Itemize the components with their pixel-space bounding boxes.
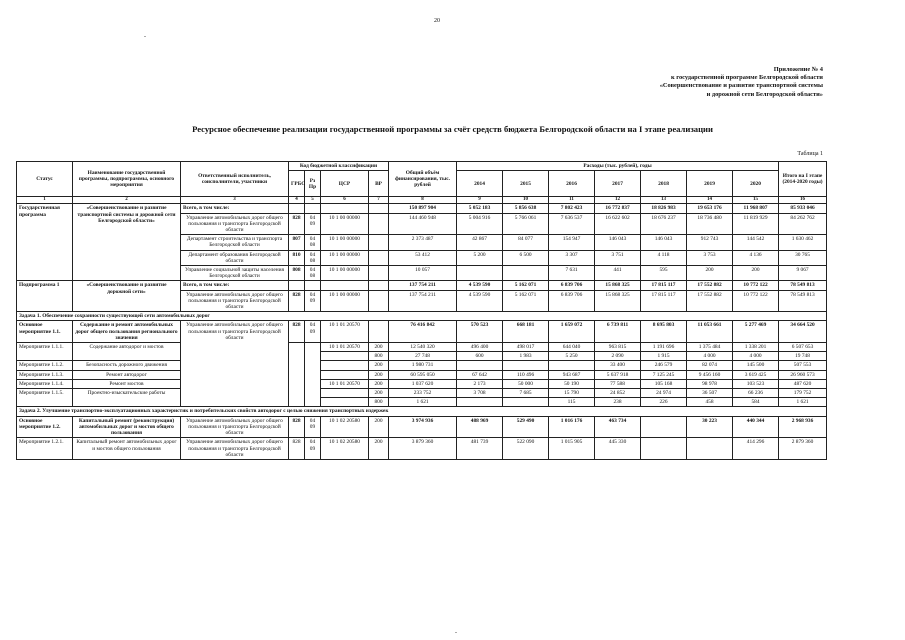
cell-csr <box>321 352 369 361</box>
cell-year-value: 6 839 706 <box>549 281 595 290</box>
header-csr: ЦСР <box>321 171 369 197</box>
row-executor: Управление автомобильных дорог общего пользования и транспорта Белгородской области <box>181 416 289 438</box>
cell-year-value: 584 <box>733 398 779 407</box>
cell-total: 1 621 <box>389 398 457 407</box>
cell-vr <box>369 213 389 235</box>
cell-year-value: 50 190 <box>549 379 595 388</box>
cell-rzpr: 04 08 <box>305 266 321 281</box>
row-name: «Совершенствование и развитие дорожной сети» <box>73 281 181 312</box>
cell-csr: 10 1 02 20580 <box>321 438 369 460</box>
column-number: 5 <box>305 197 321 204</box>
table-row <box>17 389 827 398</box>
cell-year-value: 5 856 638 <box>503 204 549 213</box>
header-grbs: ГРБС <box>289 171 305 197</box>
cell-year-value: 17 552 882 <box>687 290 733 312</box>
cell-year-value: 3 708 <box>457 389 503 398</box>
cell-grbs: 828 <box>289 321 305 343</box>
cell-year-value <box>503 361 549 370</box>
cell-year-value: 226 <box>641 398 687 407</box>
cell-year-value <box>549 361 595 370</box>
row-status: Мероприятие 1.1.2. <box>17 361 73 370</box>
cell-year-value: 50 000 <box>503 379 549 388</box>
cell-year-value: 5 200 <box>457 250 503 265</box>
cell-year-value: 488 969 <box>457 416 503 438</box>
cell-stage-total: 2 879 360 <box>779 438 827 460</box>
cell-year-value: 1 915 <box>641 352 687 361</box>
cell-grbs: 828 <box>289 290 305 312</box>
cell-year-value: 1 338 201 <box>733 343 779 352</box>
cell-year-value: 3 753 <box>687 250 733 265</box>
cell-year-value: 19 653 176 <box>687 204 733 213</box>
cell-year-value: 84 077 <box>503 235 549 250</box>
cell-stage-total: 1 621 <box>779 398 827 407</box>
cell-year-value: 15 790 <box>549 389 595 398</box>
header-year: 2018 <box>641 171 687 197</box>
cell-csr <box>321 204 369 213</box>
cell-year-value: 115 <box>549 398 595 407</box>
cell-rzpr: 04 09 <box>305 416 321 438</box>
cell-year-value: 10 772 122 <box>733 290 779 312</box>
column-number: 13 <box>641 197 687 204</box>
cell-rzpr: 04 09 <box>305 321 321 343</box>
cell-year-value: 200 <box>687 266 733 281</box>
cell-vr <box>369 266 389 281</box>
cell-year-value: 481 739 <box>457 438 503 460</box>
stray-mark: - <box>455 630 457 636</box>
cell-vr: 200 <box>369 361 389 370</box>
cell-year-value: 24 974 <box>641 389 687 398</box>
cell-csr: 10 1 00 00000 <box>321 290 369 312</box>
table-row <box>17 370 827 379</box>
cell-stage-total: 84 262 762 <box>779 213 827 235</box>
cell-total: 76 416 842 <box>389 321 457 343</box>
cell-stage-total: 1 630 462 <box>779 235 827 250</box>
column-number: 12 <box>595 197 641 204</box>
cell-year-value: 8 695 803 <box>641 321 687 343</box>
cell-year-value: 6 839 706 <box>549 290 595 312</box>
cell-total: 150 897 904 <box>389 204 457 213</box>
cell-year-value: 11 053 661 <box>687 321 733 343</box>
cell-year-value: 238 <box>595 398 641 407</box>
header-name: Наименование государственной программы, подпрограммы, основного мероприятия <box>73 162 181 197</box>
cell-year-value: 16 622 602 <box>595 213 641 235</box>
header-year: 2019 <box>687 171 733 197</box>
cell-vr <box>369 321 389 343</box>
header-vr: ВР <box>369 171 389 197</box>
row-name: Капитальный ремонт (реконструкция) автомобильных дорог и мостов общего пользования <box>73 416 181 438</box>
cell-total: 137 754 211 <box>389 281 457 290</box>
cell-csr <box>321 389 369 398</box>
cell-csr: 10 1 01 20570 <box>321 321 369 343</box>
cell-year-value: 445 330 <box>595 438 641 460</box>
cell-stage-total: 34 664 520 <box>779 321 827 343</box>
cell-year-value: 17 552 882 <box>687 281 733 290</box>
cell-total: 3 974 936 <box>389 416 457 438</box>
cell-year-value: 146 043 <box>641 235 687 250</box>
header-year: 2014 <box>457 171 503 197</box>
cell-rzpr: 04 08 <box>305 250 321 265</box>
row-name: Ремонт мостов <box>73 379 181 388</box>
cell-year-value: 414 296 <box>733 438 779 460</box>
cell-grbs <box>289 204 305 213</box>
cell-year-value: 463 734 <box>595 416 641 438</box>
cell-year-value: 1 659 072 <box>549 321 595 343</box>
cell-csr: 10 1 02 20580 <box>321 416 369 438</box>
header-total: Общий объём финансирования, тыс. рублей <box>389 162 457 197</box>
cell-year-value: 4 136 <box>733 250 779 265</box>
cell-year-value: 18 826 983 <box>641 204 687 213</box>
column-number: 7 <box>369 197 389 204</box>
cell-year-value: 67 642 <box>457 370 503 379</box>
appendix-block <box>563 66 823 99</box>
cell-year-value: 912 743 <box>687 235 733 250</box>
table-row <box>17 343 827 352</box>
cell-csr: 10 1 00 00000 <box>321 235 369 250</box>
cell-year-value: 5 162 071 <box>503 281 549 290</box>
cell-csr: 10 1 00 00000 <box>321 213 369 235</box>
cell-year-value: 458 <box>687 398 733 407</box>
row-status: Основное мероприятие 1.1. <box>17 321 73 343</box>
row-status: Мероприятие 1.1.5. <box>17 389 73 407</box>
cell-vr: 200 <box>369 389 389 398</box>
cell-year-value: 30 223 <box>687 416 733 438</box>
cell-csr <box>321 370 369 379</box>
column-number: 9 <box>457 197 503 204</box>
cell-year-value <box>457 266 503 281</box>
row-executor: Департамент образования Белгородской области <box>181 250 289 265</box>
column-number: 6 <box>321 197 369 204</box>
row-name: Содержание и ремонт автомобильных дорог общего пользования регионального значения <box>73 321 181 343</box>
cell-year-value: 15 868 325 <box>595 290 641 312</box>
cell-year-value: 4 000 <box>733 352 779 361</box>
cell-year-value: 4 118 <box>641 250 687 265</box>
row-status: Мероприятие 1.1.4. <box>17 379 73 388</box>
cell-stage-total: 9 067 <box>779 266 827 281</box>
header-year: 2016 <box>549 171 595 197</box>
column-number: 10 <box>503 197 549 204</box>
cell-stage-total: 19 748 <box>779 352 827 361</box>
cell-year-value: 145 500 <box>733 361 779 370</box>
cell-year-value: 2 090 <box>595 352 641 361</box>
cell-year-value: 440 344 <box>733 416 779 438</box>
cell-stage-total: 78 549 813 <box>779 290 827 312</box>
row-status: Мероприятие 1.2.1. <box>17 438 73 460</box>
cell-year-value <box>503 266 549 281</box>
cell-csr: 10 1 00 00000 <box>321 250 369 265</box>
cell-year-value: 11 968 807 <box>733 204 779 213</box>
cell-year-value: 943 687 <box>549 370 595 379</box>
cell-year-value: 1 016 176 <box>549 416 595 438</box>
cell-year-value: 5 004 916 <box>457 213 503 235</box>
cell-csr: 10 1 00 00000 <box>321 266 369 281</box>
cell-year-value: 7 631 <box>549 266 595 281</box>
cell-year-value: 7 685 <box>503 389 549 398</box>
cell-csr <box>321 398 369 407</box>
cell-year-value: 7 802 423 <box>549 204 595 213</box>
appendix-line: «Совершенствование и развитие транспортной системы <box>659 82 823 90</box>
header-year: 2020 <box>733 171 779 197</box>
header-expenses-group: Расходы (тыс. рублей), годы <box>457 162 779 171</box>
cell-year-value: 42 867 <box>457 235 503 250</box>
resource-table <box>16 161 827 460</box>
cell-year-value: 595 <box>641 266 687 281</box>
row-name: Капитальный ремонт автомобильных дорог и мостов общего пользования <box>73 438 181 460</box>
cell-year-value: 7 636 537 <box>549 213 595 235</box>
cell-year-value: 1 015 905 <box>549 438 595 460</box>
cell-year-value: 496 400 <box>457 343 503 352</box>
row-status: Мероприятие 1.1.3. <box>17 370 73 379</box>
cell-vr <box>369 290 389 312</box>
cell-vr: 200 <box>369 343 389 352</box>
cell-year-value <box>641 438 687 460</box>
cell-vr: 200 <box>369 416 389 438</box>
cell-rzpr <box>305 204 321 213</box>
cell-stage-total: 6 507 653 <box>779 343 827 352</box>
table-row <box>17 379 827 388</box>
cell-year-value: 4 539 590 <box>457 281 503 290</box>
cell-stage-total: 78 549 813 <box>779 281 827 290</box>
row-executor: Управление автомобильных дорог общего пользования и транспорта Белгородской области <box>181 213 289 235</box>
stray-mark: - <box>144 34 146 40</box>
cell-year-value: 5 052 183 <box>457 204 503 213</box>
cell-year-value: 17 815 117 <box>641 281 687 290</box>
cell-year-value: 7 125 245 <box>641 370 687 379</box>
task-title: Задача 2. Улучшение транспортно-эксплуатационных характеристик и потребительских свойств автодорог с целью снижения транспортных издержек <box>17 407 827 416</box>
cell-stage-total: 179 752 <box>779 389 827 398</box>
column-number: 8 <box>389 197 457 204</box>
column-number: 3 <box>181 197 289 204</box>
cell-year-value: 66 236 <box>733 389 779 398</box>
column-numbers-row <box>17 197 827 204</box>
cell-total: 144 460 948 <box>389 213 457 235</box>
column-number: 16 <box>779 197 827 204</box>
cell-vr <box>369 235 389 250</box>
cell-vr: 200 <box>369 438 389 460</box>
cell-year-value: 1 983 <box>503 352 549 361</box>
cell-stage-total: 2 968 936 <box>779 416 827 438</box>
row-executor: Всего, в том числе: <box>181 204 289 213</box>
cell-year-value <box>641 416 687 438</box>
cell-year-value: 18 676 237 <box>641 213 687 235</box>
cell-total: 1 980 731 <box>389 361 457 370</box>
cell-total: 1 037 620 <box>389 379 457 388</box>
cell-total: 12 540 320 <box>389 343 457 352</box>
cell-year-value: 600 <box>457 352 503 361</box>
table-row <box>17 416 827 438</box>
cell-vr <box>369 250 389 265</box>
cell-year-value: 1 191 696 <box>641 343 687 352</box>
cell-vr: 800 <box>369 352 389 361</box>
cell-total: 233 752 <box>389 389 457 398</box>
cell-year-value: 644 040 <box>549 343 595 352</box>
row-name: Ремонт автодорог <box>73 370 181 379</box>
cell-year-value: 441 <box>595 266 641 281</box>
cell-year-value: 36 507 <box>687 389 733 398</box>
cell-year-value: 110 496 <box>503 370 549 379</box>
header-rzpr: Рз Пр <box>305 171 321 197</box>
cell-stage-total: 30 765 <box>779 250 827 265</box>
cell-year-value: 82 074 <box>687 361 733 370</box>
row-executor: Управление автомобильных дорог общего пользования и транспорта Белгородской области <box>181 438 289 460</box>
cell-grbs: 808 <box>289 266 305 281</box>
cell-rzpr: 04 09 <box>305 290 321 312</box>
cell-year-value: 77 588 <box>595 379 641 388</box>
cell-grbs: 807 <box>289 235 305 250</box>
cell-year-value <box>457 361 503 370</box>
row-status: Мероприятие 1.1.1. <box>17 343 73 361</box>
table-caption: Таблица 1 <box>797 151 823 157</box>
cell-total: 10 057 <box>389 266 457 281</box>
column-number: 1 <box>17 197 73 204</box>
row-status: Государственная программа <box>17 204 73 281</box>
cell-stage-total: 26 960 573 <box>779 370 827 379</box>
cell-grbs <box>289 281 305 290</box>
cell-vr: 200 <box>369 379 389 388</box>
cell-year-value: 154 947 <box>549 235 595 250</box>
cell-csr: 10 1 01 20570 <box>321 379 369 388</box>
cell-grbs: 828 <box>289 438 305 460</box>
appendix-line: и дорожной сети Белгородской области» <box>706 90 823 98</box>
cell-year-value: 5 277 469 <box>733 321 779 343</box>
cell-vr <box>369 204 389 213</box>
cell-total: 53 412 <box>389 250 457 265</box>
cell-year-value: 963 815 <box>595 343 641 352</box>
page-number: 20 <box>434 18 440 24</box>
cell-year-value: 144 542 <box>733 235 779 250</box>
row-executor: Департамент строительства и транспорта Белгородской области <box>181 235 289 250</box>
cell-csr: 10 1 01 20570 <box>321 343 369 352</box>
header-stage-total: Итого на I этапе (2014-2020 годы) <box>779 162 827 197</box>
cell-total: 27 748 <box>389 352 457 361</box>
cell-year-value: 17 815 117 <box>641 290 687 312</box>
cell-year-value: 200 <box>733 266 779 281</box>
cell-year-value <box>503 398 549 407</box>
table-row <box>17 438 827 460</box>
cell-year-value: 5 162 071 <box>503 290 549 312</box>
cell-year-value: 2 173 <box>457 379 503 388</box>
header-year: 2017 <box>595 171 641 197</box>
task-title: Задача 1. Обеспечение сохранности существующей сети автомобильных дорог <box>17 312 827 321</box>
cell-year-value: 6 739 811 <box>595 321 641 343</box>
cell-year-value: 668 181 <box>503 321 549 343</box>
row-executor: Управление социальной защиты населения Белгородской области <box>181 266 289 281</box>
cell-vr: 800 <box>369 398 389 407</box>
row-name: Содержание автодорог и мостов <box>73 343 181 361</box>
cell-total: 60 595 050 <box>389 370 457 379</box>
cell-csr <box>321 281 369 290</box>
cell-year-value: 146 043 <box>595 235 641 250</box>
cell-year-value <box>457 398 503 407</box>
column-number: 2 <box>73 197 181 204</box>
appendix-line: к государственной программе Белгородской области <box>670 74 823 82</box>
cell-total: 137 754 211 <box>389 290 457 312</box>
cell-year-value: 33 400 <box>595 361 641 370</box>
cell-year-value: 3 751 <box>595 250 641 265</box>
row-name: «Совершенствование и развитие транспортной системы и дорожной сети Белгородской области» <box>73 204 181 281</box>
column-number: 4 <box>289 197 305 204</box>
cell-year-value: 4 000 <box>687 352 733 361</box>
cell-rzpr: 04 08 <box>305 235 321 250</box>
cell-year-value <box>687 438 733 460</box>
cell-year-value: 9 456 160 <box>687 370 733 379</box>
table-row <box>17 361 827 370</box>
cell-rzpr: 04 09 <box>305 213 321 235</box>
cell-year-value: 105 168 <box>641 379 687 388</box>
cell-year-value: 3 619 425 <box>733 370 779 379</box>
cell-year-value: 6 500 <box>503 250 549 265</box>
cell-year-value: 15 868 325 <box>595 281 641 290</box>
cell-year-value: 24 852 <box>595 389 641 398</box>
task-row <box>17 407 827 416</box>
row-status: Подпрограмма 1 <box>17 281 73 312</box>
cell-year-value: 16 772 837 <box>595 204 641 213</box>
table-row <box>17 204 827 213</box>
document-title: Ресурсное обеспечение реализации государственной программы за счёт средств бюджета Белгородской области на I этапе реализации <box>192 124 713 134</box>
cell-total: 3 879 360 <box>389 438 457 460</box>
cell-grbs <box>289 343 305 407</box>
cell-year-value: 246 579 <box>641 361 687 370</box>
cell-stage-total: 507 553 <box>779 361 827 370</box>
cell-vr <box>369 281 389 290</box>
cell-year-value: 10 772 122 <box>733 281 779 290</box>
cell-vr: 200 <box>369 370 389 379</box>
cell-year-value: 570 523 <box>457 321 503 343</box>
cell-year-value: 5 637 918 <box>595 370 641 379</box>
row-name: Безопасность дорожного движения <box>73 361 181 370</box>
cell-year-value: 1 375 484 <box>687 343 733 352</box>
row-executor: Управление автомобильных дорог общего пользования и транспорта Белгородской области <box>181 321 289 407</box>
cell-rzpr: 04 09 <box>305 438 321 460</box>
cell-year-value: 498 017 <box>503 343 549 352</box>
cell-rzpr <box>305 281 321 290</box>
cell-year-value: 103 523 <box>733 379 779 388</box>
cell-rzpr <box>305 343 321 407</box>
cell-year-value: 529 490 <box>503 416 549 438</box>
row-name: Проектно-изыскательские работы <box>73 389 181 407</box>
header-year: 2015 <box>503 171 549 197</box>
task-row <box>17 312 827 321</box>
cell-year-value: 18 736 480 <box>687 213 733 235</box>
cell-total: 2 373 487 <box>389 235 457 250</box>
cell-year-value: 98 978 <box>687 379 733 388</box>
column-number: 15 <box>733 197 779 204</box>
cell-grbs: 828 <box>289 416 305 438</box>
header-code-group: Код бюджетной классификации <box>289 162 389 171</box>
cell-year-value: 5 250 <box>549 352 595 361</box>
appendix-line: Приложение № 4 <box>773 66 823 73</box>
cell-grbs: 828 <box>289 213 305 235</box>
cell-year-value: 5 766 061 <box>503 213 549 235</box>
table-row <box>17 281 827 290</box>
cell-year-value: 3 307 <box>549 250 595 265</box>
row-status: Основное мероприятие 1.2. <box>17 416 73 438</box>
cell-grbs: 810 <box>289 250 305 265</box>
column-number: 11 <box>549 197 595 204</box>
header-executor: Ответственный исполнитель, соисполнители, участники <box>181 162 289 197</box>
cell-stage-total: 85 933 046 <box>779 204 827 213</box>
row-executor: Всего, в том числе: <box>181 281 289 290</box>
cell-csr <box>321 361 369 370</box>
header-status: Статус <box>17 162 73 197</box>
cell-year-value: 522 090 <box>503 438 549 460</box>
row-executor: Управление автомобильных дорог общего пользования и транспорта Белгородской области <box>181 290 289 312</box>
table-row <box>17 321 827 343</box>
cell-stage-total: 487 620 <box>779 379 827 388</box>
cell-year-value: 11 819 929 <box>733 213 779 235</box>
cell-year-value: 4 539 590 <box>457 290 503 312</box>
column-number: 14 <box>687 197 733 204</box>
